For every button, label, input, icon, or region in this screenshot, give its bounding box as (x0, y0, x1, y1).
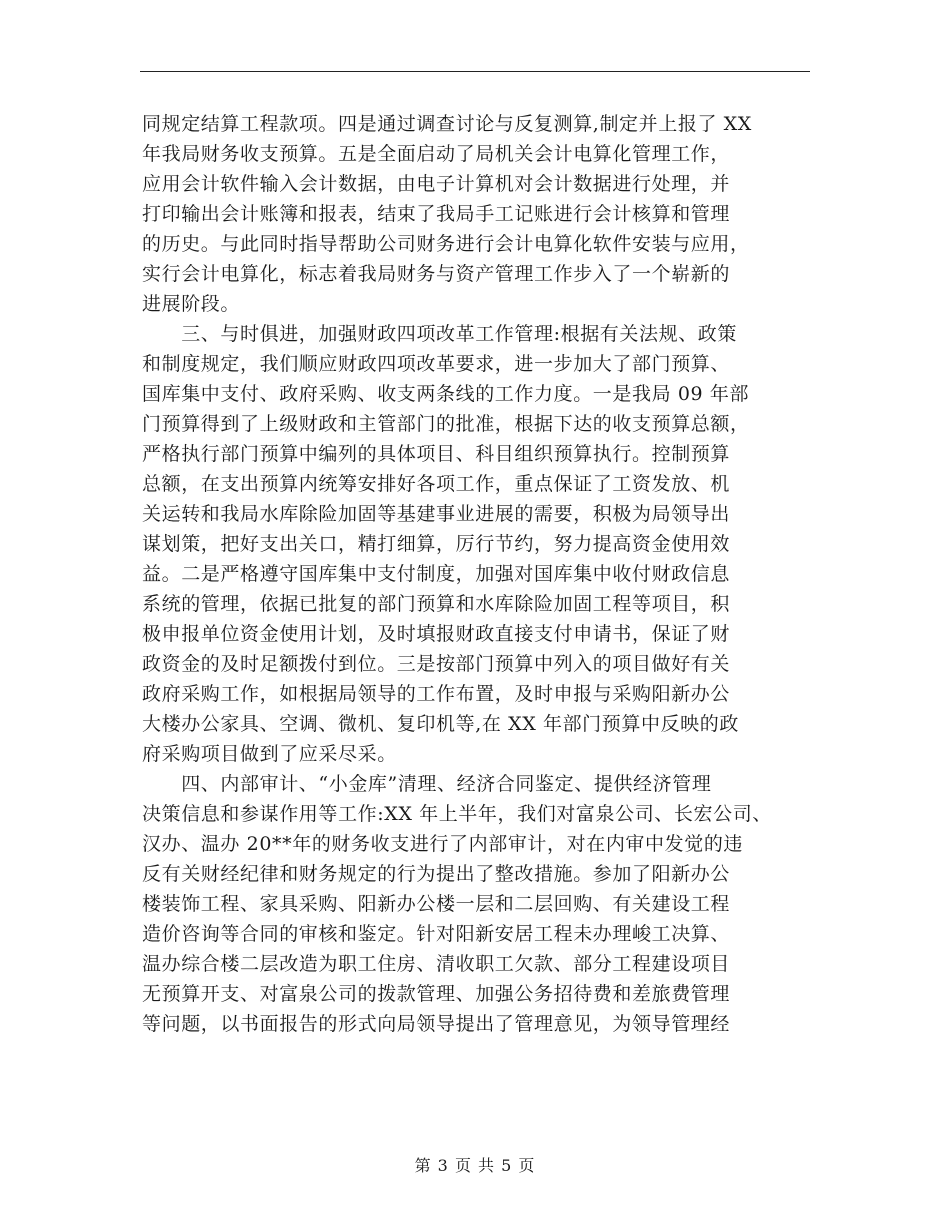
text-line: 政资金的及时足额拨付到位。三是按部门预算中列入的项目做好有关 (142, 653, 731, 675)
text-line: 总额，在支出预算内统筹安排好各项工作，重点保证了工资发放、机 (142, 473, 731, 495)
text-line: 关运转和我局水库除险加固等基建事业进展的需要，积极为局领导出 (142, 503, 731, 525)
text-line: 反有关财经纪律和财务规定的行为提出了整改措施。参加了阳新办公 (142, 863, 731, 885)
text-line: 楼装饰工程、家具采购、阳新办公楼一层和二层回购、有关建设工程 (142, 893, 731, 915)
text-line: 实行会计电算化，标志着我局财务与资产管理工作步入了一个崭新的 (142, 263, 731, 285)
text-line: 四、内部审计、“小金库”清理、经济合同鉴定、提供经济管理 (142, 773, 712, 795)
text-line: 府采购项目做到了应采尽采。 (142, 743, 397, 765)
text-line: 谋划策，把好支出关口，精打细算，厉行节约，努力提高资金使用效 (142, 533, 731, 555)
text-line: 三、与时俱进，加强财政四项改革工作管理:根据有关法规、政策 (142, 323, 738, 345)
text-line: 益。二是严格遵守国库集中支付制度，加强对国库集中收付财政信息 (142, 563, 731, 585)
text-line: 造价咨询等合同的审核和鉴定。针对阳新安居工程未办理峻工决算、 (142, 923, 731, 945)
text-line: 国库集中支付、政府采购、收支两条线的工作力度。一是我局 09 年部 (142, 383, 750, 405)
text-line: 温办综合楼二层改造为职工住房、清收职工欠款、部分工程建设项目 (142, 953, 731, 975)
text-line: 和制度规定，我们顺应财政四项改革要求，进一步加大了部门预算、 (142, 353, 731, 375)
text-line: 严格执行部门预算中编列的具体项目、科目组织预算执行。控制预算 (142, 443, 731, 465)
text-line: 政府采购工作，如根据局领导的工作布置，及时申报与采购阳新办公 (142, 683, 731, 705)
text-line: 的历史。与此同时指导帮助公司财务进行会计电算化软件安装与应用， (142, 233, 750, 255)
text-line: 同规定结算工程款项。四是通过调查讨论与反复测算,制定并上报了 XX (142, 113, 752, 135)
text-line: 进展阶段。 (142, 293, 241, 315)
text-line: 大楼办公家具、空调、微机、复印机等,在 XX 年部门预算中反映的政 (142, 713, 739, 735)
text-line: 决策信息和参谋作用等工作:XX 年上半年，我们对富泉公司、长宏公司、 (142, 803, 772, 825)
body-text (142, 109, 842, 1039)
text-line: 年我局财务收支预算。五是全面启动了局机关会计电算化管理工作， (142, 143, 731, 165)
text-line: 无预算开支、对富泉公司的拨款管理、加强公务招待费和差旅费管理 (142, 983, 731, 1005)
text-line: 系统的管理，依据已批复的部门预算和水库除险加固工程等项目，积 (142, 593, 731, 615)
page-number: 第 3 页 共 5 页 (414, 1156, 536, 1175)
text-line: 门预算得到了上级财政和主管部门的批准，根据下达的收支预算总额， (142, 413, 750, 435)
text-line: 应用会计软件输入会计数据，由电子计算机对会计数据进行处理，并 (142, 173, 731, 195)
text-line: 等问题，以书面报告的形式向局领导提出了管理意见，为领导管理经 (142, 1013, 731, 1035)
text-line: 极申报单位资金使用计划，及时填报财政直接支付申请书，保证了财 (142, 623, 731, 645)
text-line: 打印输出会计账簿和报表，结束了我局手工记账进行会计核算和管理 (142, 203, 731, 225)
text-line: 汉办、温办 20**年的财务收支进行了内部审计，对在内审中发觉的违 (142, 833, 744, 855)
header-rule (140, 71, 810, 72)
